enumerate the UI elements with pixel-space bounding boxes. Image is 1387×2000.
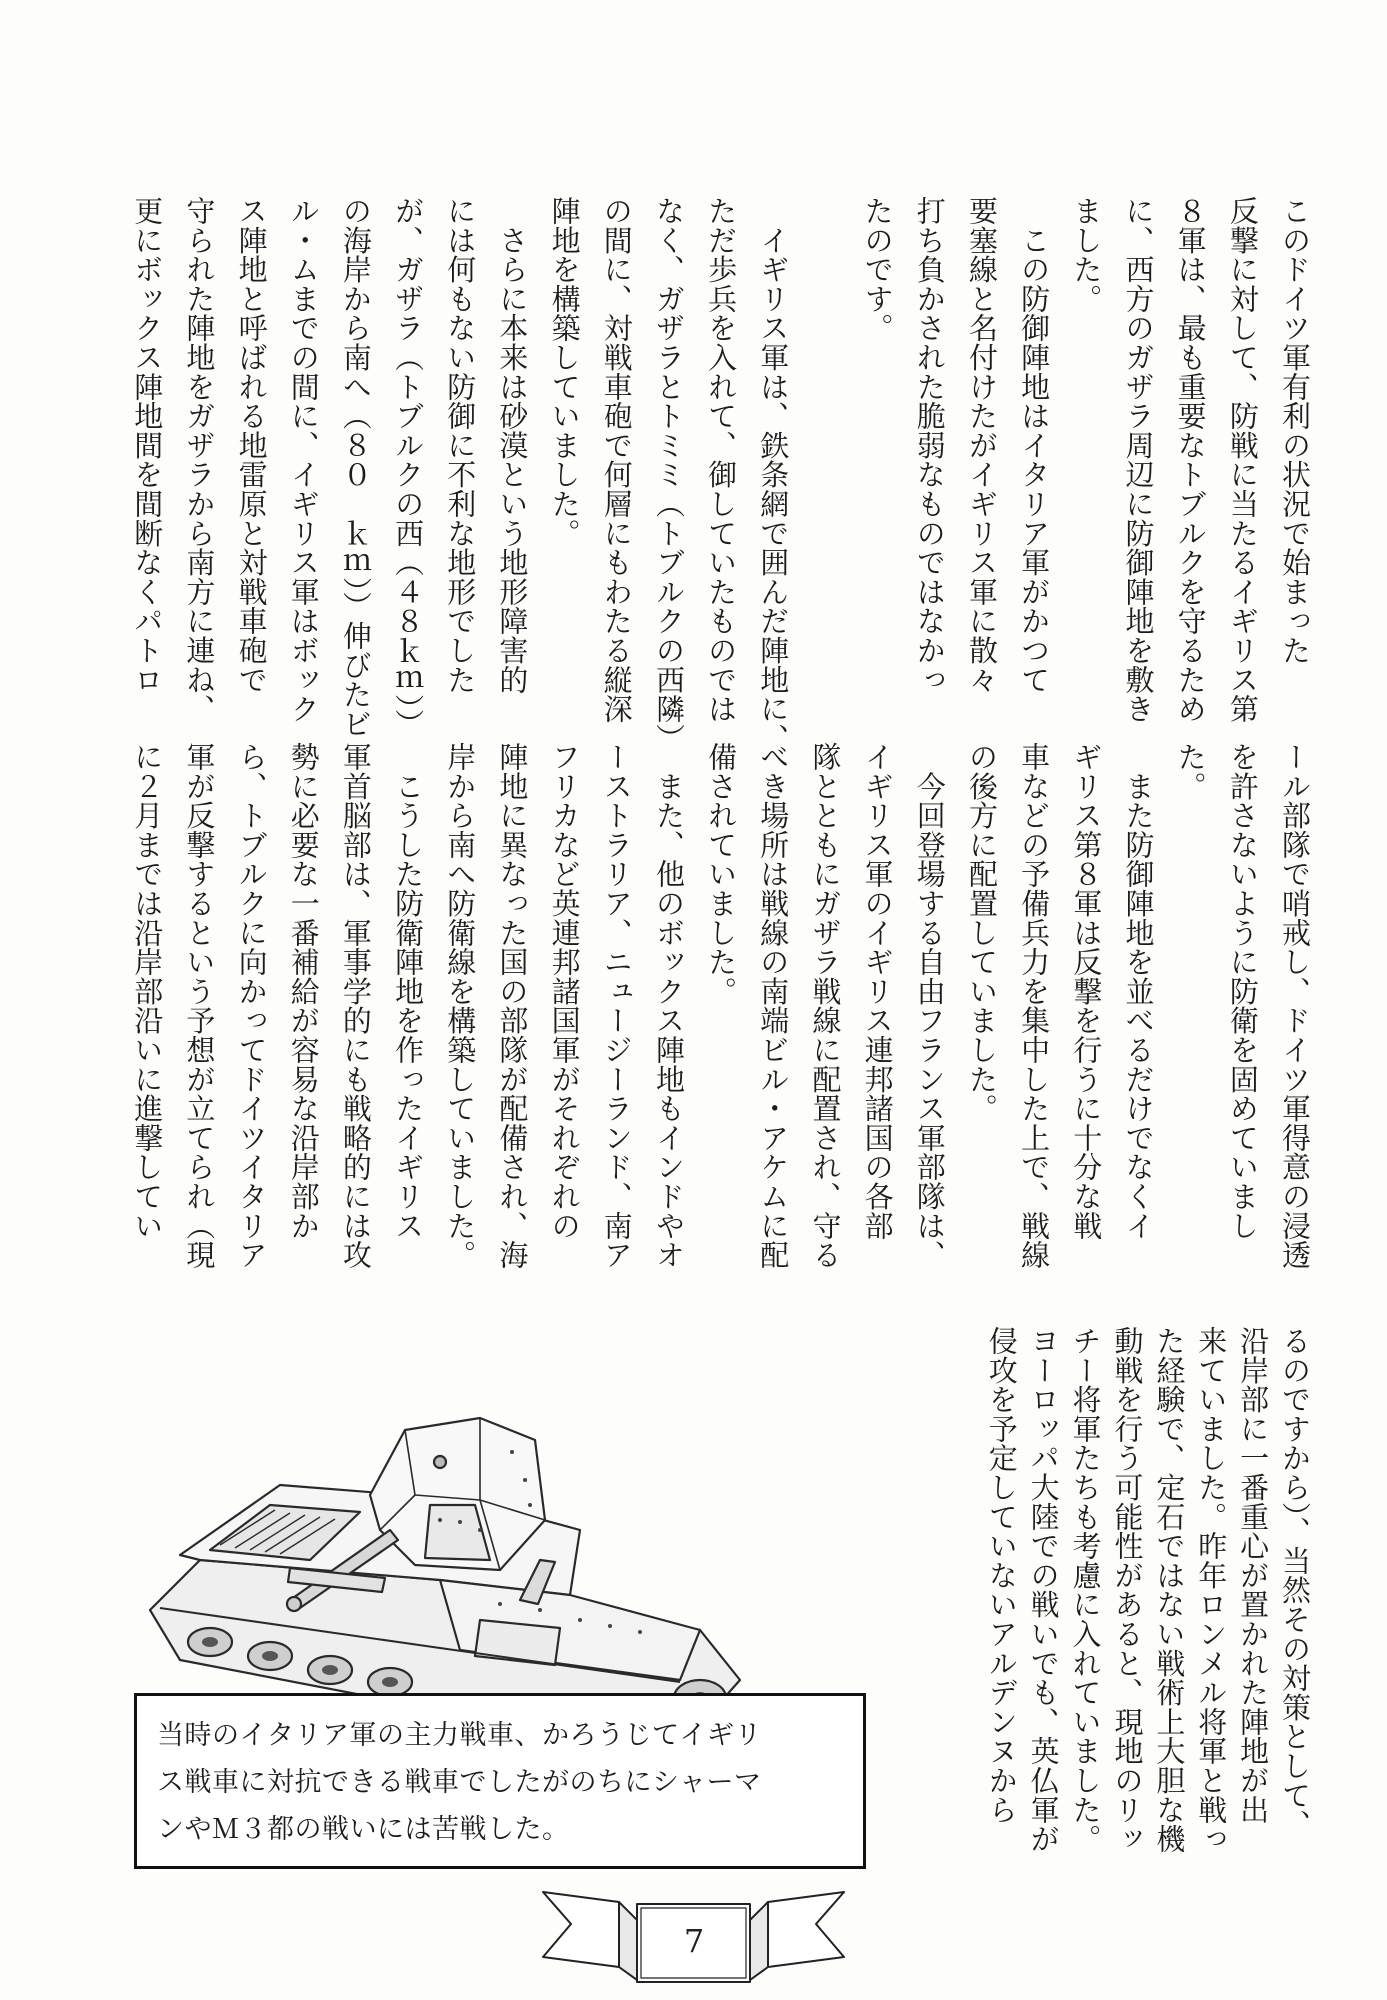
text-column: 隊とともにガザラ戦線に配置され、守る [808, 742, 843, 1270]
text-column: に、西方のガザラ周辺に防御陣地を敷き [1121, 196, 1156, 724]
text-column: が、ガザラ（トブルクの西（４８ｋｍ）） [391, 196, 426, 739]
text-column: 更にボックス陣地間を間断なくパトロ [130, 196, 165, 695]
text-column: ス陣地と呼ばれる地雷原と対戦車砲で [234, 196, 269, 695]
caption-line: 当時のイタリア軍の主力戦車、かろうじてイギリ [157, 1720, 762, 1751]
text-column: 動戦を行う可能性があると、現地のリッ [1110, 1326, 1145, 1854]
text-column: こうした防衛陣地を作ったイギリス [391, 742, 426, 1241]
text-column: 車などの予備兵力を集中した上で、戦線 [1017, 742, 1052, 1270]
text-column: 沿岸部に一番重心が置かれた陣地が出 [1236, 1326, 1271, 1825]
text-column: た。 [1173, 742, 1208, 801]
text-column: 陣地を構築していました。 [547, 196, 582, 548]
text-column: この防御陣地はイタリア軍がかつて [1017, 196, 1052, 695]
text-column: 来ていました。昨年ロンメル将軍と戦っ [1194, 1326, 1229, 1854]
text-column: イギリス軍は、鉄条網で囲んだ陣地に、 [756, 196, 791, 753]
article-text-upper [109, 196, 1312, 753]
page-footer [541, 1872, 846, 1992]
tank-illustration [140, 1380, 780, 1730]
text-column: 軍首脳部は、軍事学的にも戦略的には攻 [338, 742, 373, 1270]
text-column: 備されていました。 [704, 742, 739, 1006]
text-column: ヨーロッパ大陸での戦いでも、英仏軍が [1026, 1326, 1061, 1854]
text-column: 要塞線と名付けたがイギリス軍に散々 [964, 196, 999, 695]
text-column: ました。 [1069, 196, 1104, 314]
text-column: を許さないように防衛を固めていまし [1225, 742, 1260, 1241]
text-column: に２月までは沿岸部沿いに進撃してい [130, 742, 165, 1241]
text-column: の間に、対戦車砲で何層にもわたる縦深 [599, 196, 634, 724]
text-column: 反撃に対して、防戦に当たるイギリス第 [1225, 196, 1260, 724]
text-column: ら、トブルクに向かってドイツイタリア [234, 742, 269, 1270]
text-column: 岸から南へ防衛線を構築していました。 [443, 742, 478, 1270]
text-column: ただ歩兵を入れて、御していたものでは [704, 196, 739, 724]
text-column: 今回登場する自由フランス軍部隊は、 [912, 742, 947, 1270]
article-text-middle [109, 742, 1312, 1270]
text-column: イギリス軍のイギリス連邦諸国の各部 [860, 742, 895, 1241]
figure-caption [134, 1693, 866, 1869]
caption-line: ンやＭ３都の戦いには苦戦した。 [157, 1814, 570, 1845]
text-column: このドイツ軍有利の状況で始まった [1278, 196, 1312, 665]
text-column: べき場所は戦線の南端ビル・アケムに配 [756, 742, 791, 1270]
text-column: ８軍は、最も重要なトブルクを守るため [1173, 196, 1208, 724]
text-column: 陣地に異なった国の部隊が配備され、海 [495, 742, 530, 1270]
text-column: 守られた陣地をガザラから南方に連ね、 [182, 196, 217, 724]
text-column: には何もない防御に不利な地形でした [443, 196, 478, 695]
text-column: 軍が反撃するという予想が立てられ（現 [182, 742, 217, 1270]
text-column: ル・ムまでの間に、イギリス軍はボック [286, 196, 321, 724]
text-column: また防御陣地を並べるだけでなくイ [1121, 742, 1156, 1241]
text-column: また、他のボックス陣地もインドやオ [651, 742, 686, 1270]
text-column: 打ち負かされた脆弱なものではなかっ [912, 196, 947, 695]
text-column: たのです。 [860, 196, 895, 343]
text-column: チー将軍たちも考慮に入れていました。 [1068, 1326, 1103, 1854]
text-column: さらに本来は砂漠という地形障害的 [495, 196, 530, 695]
text-column: た経験で、定石ではない戦術上大胆な機 [1152, 1326, 1187, 1854]
text-column: なく、ガザラとトミミ（トブルクの西隣） [651, 196, 686, 753]
text-column [800, 196, 839, 696]
text-column: るのですから）、当然その対策として、 [1278, 1326, 1312, 1839]
page-number: 7 [683, 1922, 705, 1960]
text-column: の後方に配置していました。 [964, 742, 999, 1123]
text-column: ール部隊で哨戒し、ドイツ軍得意の浸透 [1278, 742, 1312, 1270]
text-column: ギリス第８軍は反撃を行うに十分な戦 [1069, 742, 1104, 1241]
article-text-lower [984, 1326, 1312, 1854]
text-column: 勢に必要な一番補給が容易な沿岸部か [286, 742, 321, 1241]
caption-line: ス戦車に対抗できる戦車でしたがのちにシャーマ [157, 1767, 762, 1798]
text-column: の海岸から南へ（８０ ｋｍ））伸びたビ [338, 196, 373, 739]
text-column: 侵攻を予定していないアルデンヌから [984, 1326, 1019, 1825]
text-column: フリカなど英連邦諸国軍がそれぞれの [547, 742, 582, 1241]
text-column: ーストラリア、ニュージーランド、南ア [599, 742, 634, 1270]
